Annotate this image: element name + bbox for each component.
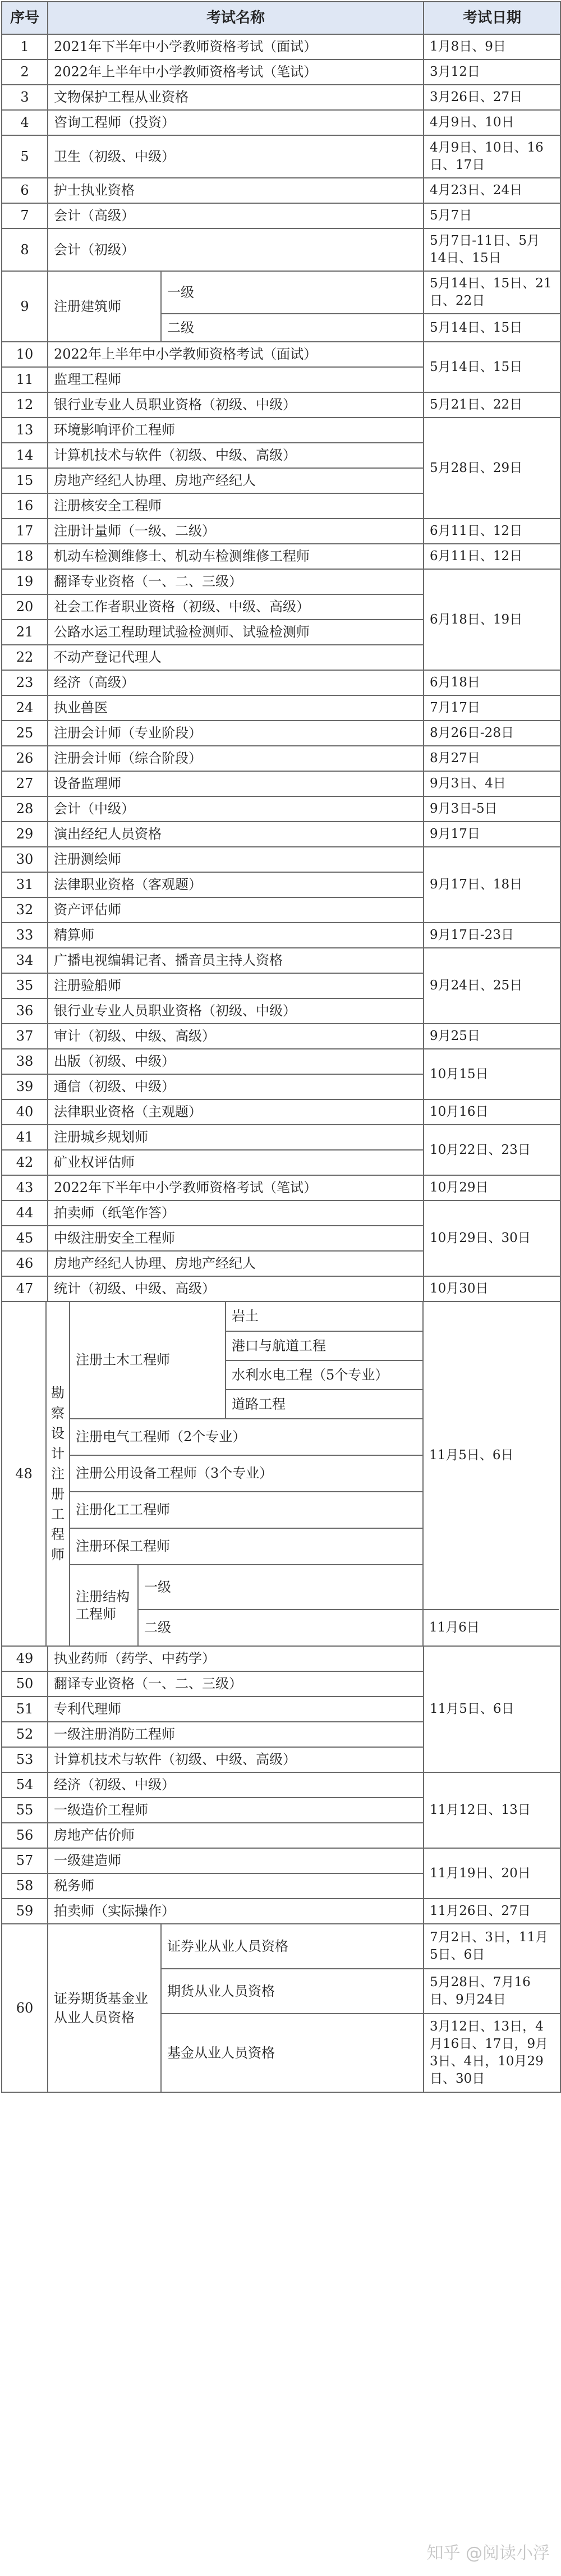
exam-name: 计算机技术与软件（初级、中级、高级） bbox=[48, 443, 424, 468]
table-row bbox=[2, 519, 560, 544]
row-no: 52 bbox=[2, 1722, 48, 1747]
row-no: 17 bbox=[2, 519, 48, 544]
exam-date: 6月11日、12日 bbox=[424, 544, 560, 569]
table-row bbox=[2, 721, 560, 746]
row-no: 23 bbox=[2, 670, 48, 695]
row-no: 60 bbox=[2, 1924, 48, 2092]
exam-date: 6月18日 bbox=[424, 670, 560, 695]
exam-sub-name: 二级 bbox=[161, 314, 424, 342]
table-row bbox=[2, 1302, 559, 1331]
exam-date: 3月12日、13日，4月16日、17日，9月3日、4日，10月29日、30日 bbox=[424, 2014, 560, 2092]
table-row bbox=[2, 85, 560, 110]
exam-date: 4月9日、10日 bbox=[424, 110, 560, 135]
row-no: 20 bbox=[2, 594, 48, 620]
table-row bbox=[2, 418, 560, 443]
exam-name: 卫生（初级、中级） bbox=[48, 135, 424, 178]
row-no: 13 bbox=[2, 418, 48, 443]
exam-sub-name: 证券业从业人员资格 bbox=[161, 1924, 424, 1969]
row-no: 25 bbox=[2, 721, 48, 746]
exam-name: 社会工作者职业资格（初级、中级、高级） bbox=[48, 594, 424, 620]
row-no: 53 bbox=[2, 1747, 48, 1772]
exam-date: 5月14日、15日 bbox=[424, 314, 560, 342]
row-no: 28 bbox=[2, 796, 48, 822]
table-row bbox=[2, 670, 560, 695]
group-label: 勘 察 设 计 注 册 工 程 师 bbox=[46, 1302, 70, 1645]
row-no: 50 bbox=[2, 1671, 48, 1697]
row-no: 42 bbox=[2, 1150, 48, 1175]
row-no: 27 bbox=[2, 771, 48, 796]
exam-name: 注册测绘师 bbox=[48, 847, 424, 872]
row-no: 8 bbox=[2, 228, 48, 271]
table-row bbox=[2, 771, 560, 796]
exam-name: 中级注册安全工程师 bbox=[48, 1226, 424, 1251]
exam-date: 4月23日、24日 bbox=[424, 178, 560, 203]
exam-name: 文物保护工程从业资格 bbox=[48, 85, 424, 110]
exam-name: 执业兽医 bbox=[48, 695, 424, 721]
exam-date: 9月17日 bbox=[424, 822, 560, 847]
exam-name: 一级造价工程师 bbox=[48, 1798, 424, 1823]
row-no: 9 bbox=[2, 271, 48, 342]
exam-sub-name: 港口与航道工程 bbox=[226, 1331, 423, 1360]
exam-name: 注册城乡规划师 bbox=[48, 1125, 424, 1150]
row-no: 54 bbox=[2, 1772, 48, 1798]
row-no: 33 bbox=[2, 923, 48, 948]
table-row bbox=[2, 822, 560, 847]
header-name: 考试名称 bbox=[48, 2, 424, 34]
exam-name: 环境影响评价工程师 bbox=[48, 418, 424, 443]
exam-date: 9月3日-5日 bbox=[424, 796, 560, 822]
exam-date: 4月9日、10日、16日、17日 bbox=[424, 135, 560, 178]
row-no: 55 bbox=[2, 1798, 48, 1823]
header-no: 序号 bbox=[2, 2, 48, 34]
exam-date: 6月11日、12日 bbox=[424, 519, 560, 544]
table-row bbox=[2, 342, 560, 367]
exam-name: 不动产登记代理人 bbox=[48, 645, 424, 670]
exam-date: 5月21日、22日 bbox=[424, 392, 560, 418]
row-no: 44 bbox=[2, 1200, 48, 1226]
exam-name: 银行业专业人员职业资格（初级、中级） bbox=[48, 998, 424, 1024]
exam-schedule-table bbox=[1, 1, 561, 2093]
exam-sub-name: 基金从业人员资格 bbox=[161, 2014, 424, 2092]
row-no: 56 bbox=[2, 1823, 48, 1848]
exam-date: 11月6日 bbox=[423, 1610, 559, 1645]
exam-date: 5月14日、15日、21日、22日 bbox=[424, 271, 560, 314]
civil-engineer-name: 注册土木工程师 bbox=[70, 1302, 226, 1419]
table-row bbox=[2, 135, 560, 178]
exam-name: 2021年下半年中小学教师资格考试（面试） bbox=[48, 34, 424, 59]
exam-sub-name: 注册化工工程师 bbox=[70, 1492, 423, 1528]
exam-sub-name: 二级 bbox=[138, 1610, 423, 1645]
row-no: 40 bbox=[2, 1099, 48, 1125]
table-row bbox=[2, 746, 560, 771]
table-row bbox=[2, 1899, 560, 1924]
table-row bbox=[2, 544, 560, 569]
table-row bbox=[2, 569, 560, 594]
structural-engineer-name: 注册结构工程师 bbox=[70, 1565, 138, 1645]
exam-date: 11月5日、6日 bbox=[424, 1646, 560, 1772]
exam-name: 法律职业资格（主观题） bbox=[48, 1099, 424, 1125]
exam-name: 资产评估师 bbox=[48, 897, 424, 923]
row-no: 58 bbox=[2, 1873, 48, 1899]
table-row bbox=[2, 1301, 560, 1646]
row-no: 47 bbox=[2, 1276, 48, 1301]
row-no: 45 bbox=[2, 1226, 48, 1251]
exam-sub-name: 一级 bbox=[138, 1565, 423, 1610]
row-no: 41 bbox=[2, 1125, 48, 1150]
exam-name: 计算机技术与软件（初级、中级、高级） bbox=[48, 1747, 424, 1772]
exam-name: 银行业专业人员职业资格（初级、中级） bbox=[48, 392, 424, 418]
table-row bbox=[2, 228, 560, 271]
table-row bbox=[2, 392, 560, 418]
row-no: 7 bbox=[2, 203, 48, 228]
row-no: 34 bbox=[2, 948, 48, 973]
exam-sub-name: 道路工程 bbox=[226, 1390, 423, 1419]
row-no: 51 bbox=[2, 1697, 48, 1722]
table-row bbox=[2, 923, 560, 948]
exam-name: 房地产经纪人协理、房地产经纪人 bbox=[48, 1251, 424, 1276]
exam-date: 5月7日-11日、5月14日、15日 bbox=[424, 228, 560, 271]
row-no: 38 bbox=[2, 1049, 48, 1074]
exam-name: 拍卖师（实际操作） bbox=[48, 1899, 424, 1924]
exam-sub-name: 期货从业人员资格 bbox=[161, 1969, 424, 2014]
table-row bbox=[2, 1049, 560, 1074]
row-no: 14 bbox=[2, 443, 48, 468]
row-no: 19 bbox=[2, 569, 48, 594]
exam-name: 精算师 bbox=[48, 923, 424, 948]
table-row bbox=[2, 695, 560, 721]
row-no: 2 bbox=[2, 59, 48, 85]
exam-name: 设备监理师 bbox=[48, 771, 424, 796]
exam-date: 11月12日、13日 bbox=[424, 1772, 560, 1848]
row-no: 21 bbox=[2, 620, 48, 645]
row-no: 31 bbox=[2, 872, 48, 897]
exam-name: 拍卖师（纸笔作答） bbox=[48, 1200, 424, 1226]
exam-name: 注册计量师（一级、二级） bbox=[48, 519, 424, 544]
exam-date: 10月29日、30日 bbox=[424, 1200, 560, 1276]
row-no: 36 bbox=[2, 998, 48, 1024]
exam-date: 11月19日、20日 bbox=[424, 1848, 560, 1899]
exam-name: 注册验船师 bbox=[48, 973, 424, 998]
exam-name: 咨询工程师（投资） bbox=[48, 110, 424, 135]
watermark: 知乎 @阅读小浮 bbox=[426, 2543, 550, 2563]
exam-date: 8月27日 bbox=[424, 746, 560, 771]
row-no: 1 bbox=[2, 34, 48, 59]
exam-date: 5月28日、7月16日、9月24日 bbox=[424, 1969, 560, 2014]
exam-date: 9月3日、4日 bbox=[424, 771, 560, 796]
exam-name: 注册会计师（综合阶段） bbox=[48, 746, 424, 771]
exam-sub-name: 注册公用设备工程师（3个专业） bbox=[70, 1455, 423, 1492]
exam-date: 9月25日 bbox=[424, 1024, 560, 1049]
exam-date: 10月16日 bbox=[424, 1099, 560, 1125]
exam-date: 3月12日 bbox=[424, 59, 560, 85]
row-no: 16 bbox=[2, 493, 48, 519]
table-row bbox=[2, 110, 560, 135]
exam-date: 10月22日、23日 bbox=[424, 1125, 560, 1175]
exam-name: 演出经纪人员资格 bbox=[48, 822, 424, 847]
row-no: 43 bbox=[2, 1175, 48, 1200]
exam-date: 1月8日、9日 bbox=[424, 34, 560, 59]
table-row bbox=[2, 271, 560, 314]
exam-name: 2022年下半年中小学教师资格考试（笔试） bbox=[48, 1175, 424, 1200]
exam-date: 6月18日、19日 bbox=[424, 569, 560, 670]
exam-date: 9月17日、18日 bbox=[424, 847, 560, 923]
row-48-cell bbox=[2, 1301, 560, 1646]
row-no: 39 bbox=[2, 1074, 48, 1099]
row-no: 10 bbox=[2, 342, 48, 367]
exam-sub-name: 一级 bbox=[161, 271, 424, 314]
exam-date: 10月30日 bbox=[424, 1276, 560, 1301]
table-row bbox=[2, 1772, 560, 1798]
exam-name: 专利代理师 bbox=[48, 1697, 424, 1722]
row-no: 37 bbox=[2, 1024, 48, 1049]
exam-name: 翻译专业资格（一、二、三级） bbox=[48, 1671, 424, 1697]
table-row bbox=[2, 1924, 560, 1969]
exam-name: 2022年上半年中小学教师资格考试（笔试） bbox=[48, 59, 424, 85]
exam-name: 法律职业资格（客观题） bbox=[48, 872, 424, 897]
exam-date: 7月2日、3日，11月5日、6日 bbox=[424, 1924, 560, 1969]
exam-date: 11月26日、27日 bbox=[424, 1899, 560, 1924]
row-no: 48 bbox=[2, 1302, 46, 1645]
row-no: 4 bbox=[2, 110, 48, 135]
exam-date: 7月17日 bbox=[424, 695, 560, 721]
row-48-table bbox=[2, 1302, 559, 1645]
exam-name: 广播电视编辑记者、播音员主持人资格 bbox=[48, 948, 424, 973]
exam-sub-name: 注册环保工程师 bbox=[70, 1528, 423, 1565]
exam-name: 公路水运工程助理试验检测师、试验检测师 bbox=[48, 620, 424, 645]
row-no: 35 bbox=[2, 973, 48, 998]
row-no: 3 bbox=[2, 85, 48, 110]
exam-name: 2022年上半年中小学教师资格考试（面试） bbox=[48, 342, 424, 367]
row-no: 12 bbox=[2, 392, 48, 418]
table-row bbox=[2, 1175, 560, 1200]
exam-sub-name: 水利水电工程（5个专业） bbox=[226, 1360, 423, 1390]
exam-name: 机动车检测维修士、机动车检测维修工程师 bbox=[48, 544, 424, 569]
row-no: 46 bbox=[2, 1251, 48, 1276]
row-no: 32 bbox=[2, 897, 48, 923]
exam-name: 统计（初级、中级、高级） bbox=[48, 1276, 424, 1301]
row-no: 59 bbox=[2, 1899, 48, 1924]
row-no: 49 bbox=[2, 1646, 48, 1671]
exam-name: 一级建造师 bbox=[48, 1848, 424, 1873]
table-row bbox=[2, 1646, 560, 1671]
table-row bbox=[2, 948, 560, 973]
exam-date: 5月7日 bbox=[424, 203, 560, 228]
table-row bbox=[2, 847, 560, 872]
exam-name: 会计（高级） bbox=[48, 203, 424, 228]
exam-date: 10月15日 bbox=[424, 1049, 560, 1099]
exam-name: 经济（高级） bbox=[48, 670, 424, 695]
exam-date: 3月26日、27日 bbox=[424, 85, 560, 110]
row-no: 5 bbox=[2, 135, 48, 178]
table-row bbox=[2, 796, 560, 822]
row-no: 6 bbox=[2, 178, 48, 203]
row-no: 22 bbox=[2, 645, 48, 670]
table-row bbox=[2, 1276, 560, 1301]
exam-date: 9月24日、25日 bbox=[424, 948, 560, 1024]
row-no: 24 bbox=[2, 695, 48, 721]
exam-name: 税务师 bbox=[48, 1873, 424, 1899]
exam-date: 10月29日 bbox=[424, 1175, 560, 1200]
exam-name: 护士执业资格 bbox=[48, 178, 424, 203]
exam-name: 监理工程师 bbox=[48, 367, 424, 392]
exam-name: 审计（初级、中级、高级） bbox=[48, 1024, 424, 1049]
exam-name: 执业药师（药学、中药学） bbox=[48, 1646, 424, 1671]
table-row bbox=[2, 203, 560, 228]
exam-sub-name: 注册电气工程师（2个专业） bbox=[70, 1419, 423, 1455]
exam-name: 房地产经纪人协理、房地产经纪人 bbox=[48, 468, 424, 493]
exam-name: 通信（初级、中级） bbox=[48, 1074, 424, 1099]
table-row bbox=[2, 34, 560, 59]
row-no: 15 bbox=[2, 468, 48, 493]
table-row bbox=[2, 1200, 560, 1226]
row-no: 26 bbox=[2, 746, 48, 771]
row-no: 29 bbox=[2, 822, 48, 847]
exam-name: 一级注册消防工程师 bbox=[48, 1722, 424, 1747]
table-row bbox=[2, 1848, 560, 1873]
exam-name: 矿业权评估师 bbox=[48, 1150, 424, 1175]
table-row bbox=[2, 178, 560, 203]
exam-date: 9月17日-23日 bbox=[424, 923, 560, 948]
header-date: 考试日期 bbox=[424, 2, 560, 34]
exam-name: 翻译专业资格（一、二、三级） bbox=[48, 569, 424, 594]
exam-name: 经济（初级、中级） bbox=[48, 1772, 424, 1798]
row-no: 18 bbox=[2, 544, 48, 569]
exam-name: 证券期货基金业从业人员资格 bbox=[48, 1924, 161, 2092]
row-no: 30 bbox=[2, 847, 48, 872]
exam-name: 注册建筑师 bbox=[48, 271, 161, 342]
exam-date: 11月5日、6日 bbox=[423, 1302, 559, 1610]
header-row bbox=[2, 2, 560, 34]
table-row bbox=[2, 59, 560, 85]
table-row bbox=[2, 1099, 560, 1125]
exam-date: 5月28日、29日 bbox=[424, 418, 560, 519]
exam-name: 会计（中级） bbox=[48, 796, 424, 822]
exam-date: 5月14日、15日 bbox=[424, 342, 560, 392]
row-no: 11 bbox=[2, 367, 48, 392]
table-row bbox=[2, 1125, 560, 1150]
row-no: 57 bbox=[2, 1848, 48, 1873]
exam-name: 注册核安全工程师 bbox=[48, 493, 424, 519]
exam-name: 出版（初级、中级） bbox=[48, 1049, 424, 1074]
exam-name: 房地产估价师 bbox=[48, 1823, 424, 1848]
exam-sub-name: 岩土 bbox=[226, 1302, 423, 1331]
exam-date: 8月26日-28日 bbox=[424, 721, 560, 746]
exam-schedule-sheet bbox=[1, 1, 560, 2093]
exam-name: 会计（初级） bbox=[48, 228, 424, 271]
table-row bbox=[2, 1024, 560, 1049]
exam-name: 注册会计师（专业阶段） bbox=[48, 721, 424, 746]
